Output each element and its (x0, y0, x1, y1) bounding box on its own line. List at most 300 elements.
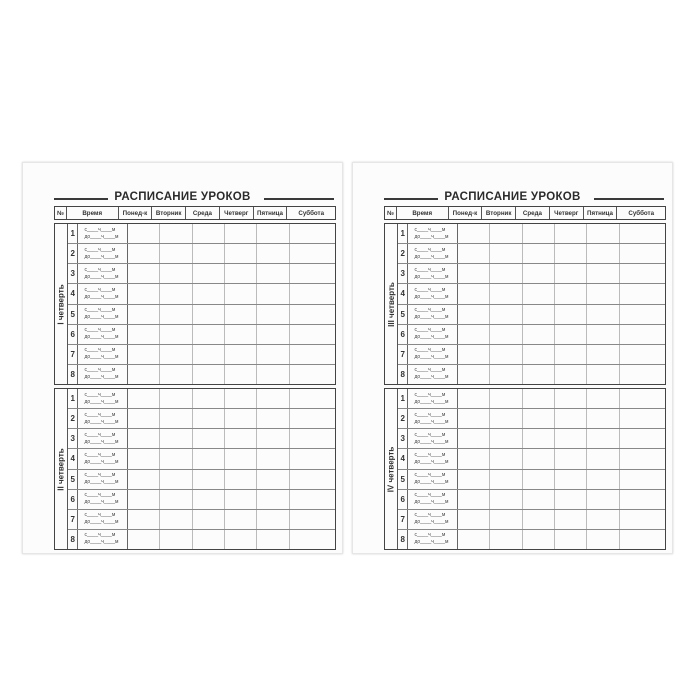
time-to: до____ч____м (84, 314, 119, 321)
day-cell[interactable] (160, 264, 192, 283)
day-cell[interactable] (128, 510, 160, 529)
lesson-number: 1 (398, 389, 408, 408)
day-cell[interactable] (193, 244, 225, 263)
day-cell[interactable] (458, 409, 490, 428)
lesson-number: 6 (68, 325, 78, 344)
day-cell[interactable] (257, 284, 289, 303)
lesson-row (68, 409, 335, 429)
day-cell[interactable] (620, 284, 666, 303)
day-cell[interactable] (257, 429, 289, 448)
day-cell[interactable] (128, 530, 160, 549)
day-cell[interactable] (290, 244, 336, 263)
time-from: с____ч____м (84, 532, 116, 539)
day-cell[interactable] (620, 305, 666, 324)
lesson-time[interactable] (78, 224, 128, 243)
lesson-time[interactable] (78, 510, 128, 529)
day-cell[interactable] (160, 470, 192, 489)
day-cell[interactable] (458, 264, 490, 283)
lesson-number: 5 (68, 305, 78, 324)
day-cell[interactable] (193, 365, 225, 384)
lesson-number: 4 (68, 284, 78, 303)
lesson-time[interactable] (408, 224, 458, 243)
quarter-label (385, 389, 397, 549)
time-from: с____ч____м (84, 286, 116, 293)
day-cell[interactable] (225, 244, 257, 263)
day-cell[interactable] (290, 345, 336, 364)
day-cell[interactable] (257, 244, 289, 263)
day-cell[interactable] (458, 389, 490, 408)
time-to: до____ч____м (414, 293, 449, 300)
day-cell[interactable] (160, 429, 192, 448)
lesson-number: 1 (68, 224, 78, 243)
day-cell[interactable] (555, 510, 587, 529)
day-cell[interactable] (225, 389, 257, 408)
quarter-label-text: III четверть (386, 281, 396, 327)
day-cell[interactable] (290, 325, 336, 344)
column-header: Время (397, 207, 449, 219)
day-cell[interactable] (620, 429, 666, 448)
day-cell[interactable] (160, 510, 192, 529)
day-cell[interactable] (128, 429, 160, 448)
day-cell[interactable] (160, 244, 192, 263)
day-cell[interactable] (458, 530, 490, 549)
day-cell[interactable] (490, 449, 522, 468)
lesson-row (398, 305, 665, 325)
day-cell[interactable] (225, 409, 257, 428)
day-cell[interactable] (555, 449, 587, 468)
day-cell[interactable] (257, 365, 289, 384)
column-header: Суббота (628, 209, 655, 217)
lesson-time[interactable] (408, 530, 458, 549)
day-cell[interactable] (193, 224, 225, 243)
day-cell[interactable] (128, 325, 160, 344)
day-cell[interactable] (523, 429, 555, 448)
time-from: с____ч____м (414, 512, 446, 519)
lesson-time[interactable] (408, 449, 458, 468)
day-cell[interactable] (458, 325, 490, 344)
day-cell[interactable] (490, 244, 522, 263)
time-from: с____ч____м (414, 226, 446, 233)
lesson-time[interactable] (78, 325, 128, 344)
day-cell[interactable] (587, 305, 619, 324)
day-cell[interactable] (225, 264, 257, 283)
lesson-number: 7 (68, 510, 78, 529)
day-cell[interactable] (587, 345, 619, 364)
lesson-number: 7 (398, 345, 408, 364)
lesson-time[interactable] (78, 449, 128, 468)
day-cell[interactable] (257, 264, 289, 283)
day-cell[interactable] (523, 264, 555, 283)
day-cell[interactable] (257, 449, 289, 468)
day-cell[interactable] (128, 305, 160, 324)
day-cell[interactable] (193, 510, 225, 529)
day-cell[interactable] (193, 264, 225, 283)
day-cell[interactable] (587, 490, 619, 509)
day-cell[interactable] (128, 345, 160, 364)
time-from: с____ч____м (84, 431, 116, 438)
day-cell[interactable] (620, 365, 666, 384)
day-cell[interactable] (458, 490, 490, 509)
day-cell[interactable] (490, 470, 522, 489)
lesson-number: 8 (398, 530, 408, 549)
day-cell[interactable] (128, 490, 160, 509)
day-cell[interactable] (523, 325, 555, 344)
lesson-time[interactable] (78, 470, 128, 489)
day-cell[interactable] (290, 429, 336, 448)
day-cell[interactable] (490, 305, 522, 324)
day-cell[interactable] (490, 490, 522, 509)
time-from: с____ч____м (414, 367, 446, 374)
day-cell[interactable] (257, 345, 289, 364)
day-cell[interactable] (160, 325, 192, 344)
day-cell[interactable] (523, 409, 555, 428)
day-cell[interactable] (620, 345, 666, 364)
time-to: до____ч____м (84, 438, 119, 445)
time-from: с____ч____м (84, 492, 116, 499)
day-cell[interactable] (458, 224, 490, 243)
time-to: до____ч____м (84, 458, 119, 465)
day-cell[interactable] (523, 284, 555, 303)
day-cell[interactable] (225, 510, 257, 529)
time-to: до____ч____м (414, 334, 449, 341)
day-cell[interactable] (225, 490, 257, 509)
day-cell[interactable] (290, 224, 336, 243)
day-cell[interactable] (458, 305, 490, 324)
time-to: до____ч____м (414, 438, 449, 445)
day-cell[interactable] (225, 345, 257, 364)
time-from: с____ч____м (414, 391, 446, 398)
day-cell[interactable] (490, 284, 522, 303)
lesson-number: 5 (398, 305, 408, 324)
day-cell[interactable] (257, 490, 289, 509)
day-cell[interactable] (587, 389, 619, 408)
time-to: до____ч____м (414, 354, 449, 361)
lesson-time[interactable] (408, 305, 458, 324)
time-to: до____ч____м (84, 334, 119, 341)
quarter-block (384, 388, 666, 550)
day-cell[interactable] (257, 389, 289, 408)
day-cell[interactable] (193, 325, 225, 344)
day-cell[interactable] (523, 389, 555, 408)
day-cell[interactable] (257, 325, 289, 344)
lesson-number: 6 (68, 490, 78, 509)
day-cell[interactable] (290, 490, 336, 509)
time-to: до____ч____м (414, 233, 449, 240)
lesson-number: 2 (68, 409, 78, 428)
lesson-time[interactable] (78, 490, 128, 509)
lesson-time[interactable] (78, 530, 128, 549)
day-cell[interactable] (620, 264, 666, 283)
lesson-time[interactable] (78, 345, 128, 364)
day-cell[interactable] (587, 470, 619, 489)
day-cell[interactable] (555, 264, 587, 283)
lesson-time[interactable] (408, 244, 458, 263)
day-cell[interactable] (290, 530, 336, 549)
day-cell[interactable] (128, 365, 160, 384)
day-cell[interactable] (128, 409, 160, 428)
day-cell[interactable] (555, 490, 587, 509)
page-title-label: РАСПИСАНИЕ УРОКОВ (108, 191, 256, 203)
lesson-time[interactable] (78, 244, 128, 263)
day-cell[interactable] (555, 284, 587, 303)
day-cell[interactable] (620, 389, 666, 408)
lesson-time[interactable] (408, 264, 458, 283)
day-cell[interactable] (193, 389, 225, 408)
lesson-row (398, 389, 665, 409)
day-cell[interactable] (490, 325, 522, 344)
lesson-number: 7 (68, 345, 78, 364)
day-cell[interactable] (620, 409, 666, 428)
lesson-number: 1 (68, 389, 78, 408)
day-cell[interactable] (587, 365, 619, 384)
day-cell[interactable] (490, 510, 522, 529)
day-cell[interactable] (458, 244, 490, 263)
day-cell[interactable] (290, 284, 336, 303)
time-to: до____ч____м (84, 398, 119, 405)
day-cell[interactable] (290, 389, 336, 408)
lesson-row (398, 490, 665, 510)
day-cell[interactable] (160, 409, 192, 428)
day-cell[interactable] (458, 284, 490, 303)
lesson-row (398, 244, 665, 264)
lesson-row (68, 244, 335, 264)
column-header: Понед-к (119, 207, 153, 219)
day-cell[interactable] (193, 449, 225, 468)
lesson-row (398, 449, 665, 469)
day-cell[interactable] (620, 490, 666, 509)
day-cell[interactable] (587, 224, 619, 243)
day-cell[interactable] (587, 429, 619, 448)
day-cell[interactable] (257, 510, 289, 529)
day-cell[interactable] (620, 325, 666, 344)
day-cell[interactable] (587, 409, 619, 428)
day-cell[interactable] (128, 264, 160, 283)
day-cell[interactable] (160, 345, 192, 364)
day-cell[interactable] (490, 365, 522, 384)
day-cell[interactable] (257, 305, 289, 324)
day-cell[interactable] (193, 470, 225, 489)
day-cell[interactable] (555, 365, 587, 384)
day-cell[interactable] (160, 490, 192, 509)
day-cell[interactable] (128, 470, 160, 489)
day-cell[interactable] (225, 325, 257, 344)
day-cell[interactable] (290, 510, 336, 529)
lesson-time[interactable] (408, 389, 458, 408)
time-to: до____ч____м (414, 273, 449, 280)
day-cell[interactable] (523, 490, 555, 509)
column-header: Вторник (152, 207, 186, 219)
lesson-number: 8 (68, 365, 78, 384)
day-cell[interactable] (290, 470, 336, 489)
quarter-label-text: IV четверть (386, 446, 396, 492)
day-cell[interactable] (160, 305, 192, 324)
lesson-time[interactable] (78, 284, 128, 303)
lesson-time[interactable] (78, 429, 128, 448)
lesson-time[interactable] (408, 470, 458, 489)
lesson-row (398, 345, 665, 365)
day-cell[interactable] (257, 470, 289, 489)
day-cell[interactable] (620, 470, 666, 489)
quarter-label (55, 389, 67, 549)
day-cell[interactable] (620, 224, 666, 243)
column-header: Четверг (220, 207, 254, 219)
day-cell[interactable] (193, 530, 225, 549)
page-title-text (23, 191, 342, 203)
day-cell[interactable] (193, 409, 225, 428)
day-cell[interactable] (555, 409, 587, 428)
day-cell[interactable] (160, 284, 192, 303)
day-cell[interactable] (290, 305, 336, 324)
day-cell[interactable] (225, 305, 257, 324)
day-cell[interactable] (225, 449, 257, 468)
lesson-number: 5 (398, 470, 408, 489)
day-cell[interactable] (490, 389, 522, 408)
day-cell[interactable] (257, 530, 289, 549)
table-header (54, 206, 336, 220)
lesson-time[interactable] (78, 305, 128, 324)
lesson-number: 2 (68, 244, 78, 263)
day-cell[interactable] (225, 470, 257, 489)
day-cell[interactable] (193, 305, 225, 324)
day-cell[interactable] (458, 449, 490, 468)
lesson-time[interactable] (408, 325, 458, 344)
day-cell[interactable] (458, 365, 490, 384)
day-cell[interactable] (128, 389, 160, 408)
lesson-time[interactable] (408, 429, 458, 448)
time-from: с____ч____м (84, 327, 116, 334)
day-cell[interactable] (128, 224, 160, 243)
day-cell[interactable] (490, 530, 522, 549)
day-cell[interactable] (523, 244, 555, 263)
day-cell[interactable] (620, 244, 666, 263)
day-cell[interactable] (523, 470, 555, 489)
lesson-number: 5 (68, 470, 78, 489)
day-cell[interactable] (555, 389, 587, 408)
column-header: Понед-к (449, 207, 483, 219)
day-cell[interactable] (225, 429, 257, 448)
day-cell[interactable] (128, 244, 160, 263)
day-cell[interactable] (193, 429, 225, 448)
page-title (23, 191, 342, 205)
lesson-time[interactable] (408, 284, 458, 303)
day-cell[interactable] (620, 449, 666, 468)
day-cell[interactable] (128, 284, 160, 303)
day-cell[interactable] (620, 510, 666, 529)
day-cell[interactable] (587, 530, 619, 549)
time-to: до____ч____м (84, 539, 119, 546)
lesson-time[interactable] (408, 365, 458, 384)
lesson-row (68, 325, 335, 345)
day-cell[interactable] (160, 224, 192, 243)
day-cell[interactable] (555, 429, 587, 448)
day-cell[interactable] (523, 224, 555, 243)
day-cell[interactable] (523, 449, 555, 468)
day-cell[interactable] (523, 305, 555, 324)
day-cell[interactable] (490, 264, 522, 283)
day-cell[interactable] (490, 345, 522, 364)
day-cell[interactable] (128, 449, 160, 468)
day-cell[interactable] (587, 264, 619, 283)
time-from: с____ч____м (414, 286, 446, 293)
day-cell[interactable] (620, 530, 666, 549)
day-cell[interactable] (587, 325, 619, 344)
day-cell[interactable] (290, 264, 336, 283)
day-cell[interactable] (225, 530, 257, 549)
day-cell[interactable] (490, 224, 522, 243)
lesson-row (398, 224, 665, 244)
time-from: с____ч____м (414, 431, 446, 438)
column-header: Пятница (254, 207, 288, 219)
day-cell[interactable] (160, 449, 192, 468)
day-cell[interactable] (458, 470, 490, 489)
time-to: до____ч____м (414, 479, 449, 486)
day-cell[interactable] (257, 224, 289, 243)
day-cell[interactable] (290, 365, 336, 384)
day-cell[interactable] (290, 449, 336, 468)
day-cell[interactable] (490, 429, 522, 448)
day-cell[interactable] (587, 284, 619, 303)
lesson-time[interactable] (408, 510, 458, 529)
lesson-time[interactable] (78, 389, 128, 408)
right-page (352, 162, 673, 554)
day-cell[interactable] (555, 325, 587, 344)
day-cell[interactable] (587, 244, 619, 263)
time-from: с____ч____м (414, 492, 446, 499)
day-cell[interactable] (193, 284, 225, 303)
day-cell[interactable] (523, 510, 555, 529)
lesson-number: 8 (68, 530, 78, 549)
day-cell[interactable] (523, 345, 555, 364)
day-cell[interactable] (193, 345, 225, 364)
day-cell[interactable] (555, 244, 587, 263)
lesson-row (398, 530, 665, 549)
lesson-time[interactable] (408, 345, 458, 364)
day-cell[interactable] (225, 224, 257, 243)
day-cell[interactable] (587, 449, 619, 468)
lesson-number: 4 (68, 449, 78, 468)
day-cell[interactable] (160, 530, 192, 549)
day-cell[interactable] (257, 409, 289, 428)
day-cell[interactable] (523, 365, 555, 384)
day-cell[interactable] (555, 470, 587, 489)
day-cell[interactable] (160, 389, 192, 408)
day-cell[interactable] (555, 305, 587, 324)
day-cell[interactable] (523, 530, 555, 549)
day-cell[interactable] (160, 365, 192, 384)
day-cell[interactable] (555, 530, 587, 549)
lesson-time[interactable] (78, 409, 128, 428)
day-cell[interactable] (490, 409, 522, 428)
day-cell[interactable] (458, 345, 490, 364)
day-cell[interactable] (193, 490, 225, 509)
lesson-time[interactable] (408, 490, 458, 509)
day-cell[interactable] (555, 224, 587, 243)
day-cell[interactable] (587, 510, 619, 529)
lesson-time[interactable] (408, 409, 458, 428)
lesson-row (68, 224, 335, 244)
time-to: до____ч____м (414, 458, 449, 465)
day-cell[interactable] (555, 345, 587, 364)
day-cell[interactable] (290, 409, 336, 428)
day-cell[interactable] (225, 284, 257, 303)
day-cell[interactable] (225, 365, 257, 384)
quarter-label (385, 224, 397, 384)
column-header: Время (67, 207, 119, 219)
lesson-time[interactable] (78, 365, 128, 384)
day-cell[interactable] (458, 429, 490, 448)
lesson-time[interactable] (78, 264, 128, 283)
day-cell[interactable] (458, 510, 490, 529)
